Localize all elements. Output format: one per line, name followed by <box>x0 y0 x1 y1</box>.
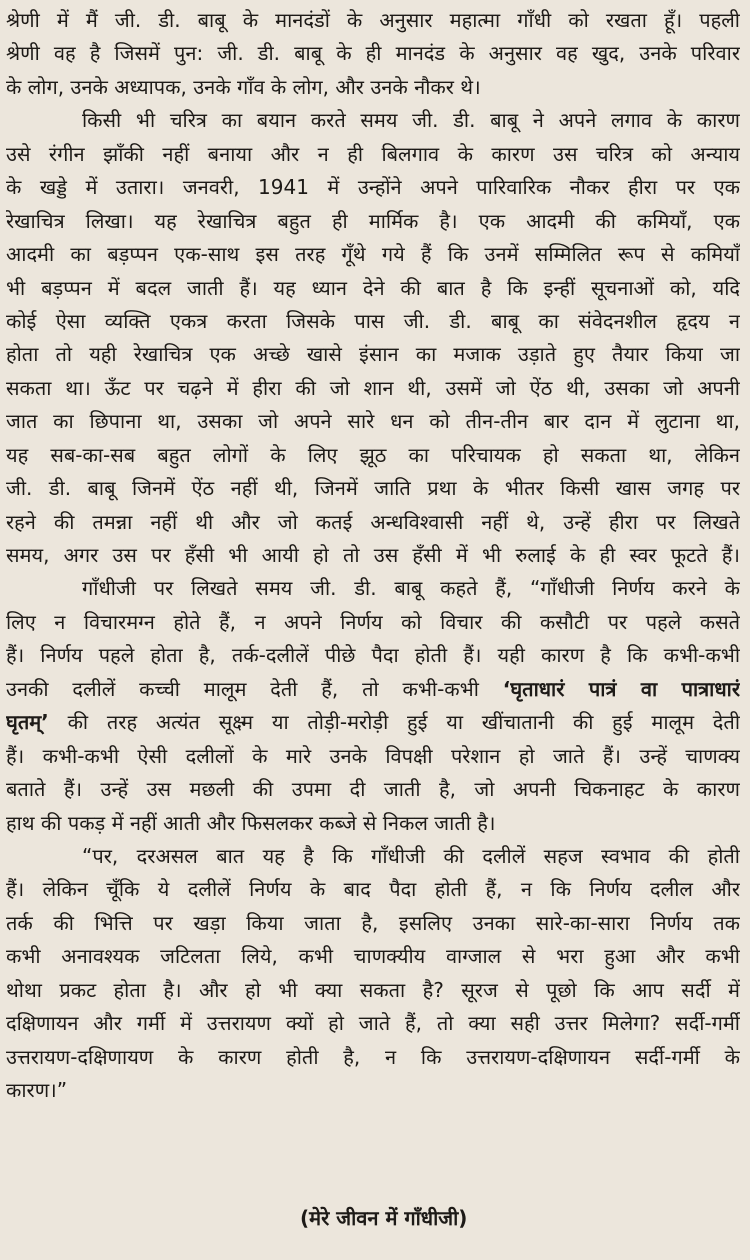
text-line: के लोग, उनके अध्यापक, उनके गाँव के लोग, और उनके नौकर थे। <box>6 74 481 99</box>
body-text <box>6 4 740 1107</box>
text-fragment: उनकी दलीलें कच्ची मालूम देती हैं, तो कभी-कभी <box>6 676 479 701</box>
text-line: थोथा प्रकट होता है। और हो भी क्या सकता है? सूरज से पूछो कि आप सर्दी में <box>6 977 740 1002</box>
source-citation: (मेरे जीवन में गाँधीजी) <box>300 1206 468 1230</box>
text-line: आदमी का बड़प्पन एक-साथ इस तरह गूँथे गये हैं कि उनमें सम्मिलित रूप से कमियाँ <box>6 242 740 267</box>
text-line-with-quote <box>6 706 740 739</box>
text-line: समय, अगर उस पर हँसी भी आयी हो तो उस हँसी में भी रुलाई के ही स्वर फूटते हैं। <box>6 543 740 567</box>
paragraph-start-line: “पर, दरअसल बात यह है कि गाँधीजी की दलीलें सहज स्वभाव की होती <box>82 843 740 868</box>
text-line: हैं। कभी-कभी ऐसी दलीलों के मारे उनके विपक्षी परेशान हो जाते हैं। उन्हें चाणक्य <box>6 743 740 768</box>
text-line: रहने की तमन्ना नहीं थी और जो कतई अन्धविश्वासी नहीं थे, उन्हें हीरा पर लिखते <box>6 509 740 534</box>
text-line: सकता था। ऊँट पर चढ़ने में हीरा की जो शान थी, उसमें जो ऐंठ थी, उसका जो अपनी <box>6 375 740 400</box>
text-line: तर्क की भित्ति पर खड़ा किया जाता है, इसलिए उनका सारे-का-सारा निर्णय तक <box>6 910 740 935</box>
text-fragment: की तरह अत्यंत सूक्ष्म या तोड़ी-मरोड़ी हुई या खींचातानी की हुई मालूम देती <box>67 710 740 735</box>
text-line: होता तो यही रेखाचित्र एक अच्छे खासे इंसान का मजाक उड़ाते हुए तैयार किया जा <box>6 342 740 367</box>
text-line: उत्तरायण-दक्षिणायण के कारण होती है, न कि उत्तरायण-दक्षिणायन सर्दी-गर्मी के <box>6 1044 740 1069</box>
text-line-with-quote <box>6 673 740 706</box>
text-line: कारण।” <box>6 1078 68 1102</box>
text-line: उसे रंगीन झाँकी नहीं बनाया और न ही बिलगाव के कारण उस चरित्र को अन्याय <box>6 141 740 166</box>
text-line: हैं। लेकिन चूँकि ये दलीलें निर्णय के बाद पैदा होती हैं, न कि निर्णय दलील और <box>6 877 740 902</box>
text-line: बताते हैं। उन्हें उस मछली की उपमा दी जाती है, जो अपनी चिकनाहट के कारण <box>6 777 740 802</box>
text-line: श्रेणी वह है जिसमें पुन: जी. डी. बाबू के ही मानदंड के अनुसार वह खुद, उनके परिवार <box>6 41 740 66</box>
text-line: रेखाचित्र लिखा। यह रेखाचित्र बहुत ही मार्मिक है। एक आदमी की कमियाँ, एक <box>6 208 740 233</box>
sanskrit-quote-end: घृतम्’ <box>6 710 49 735</box>
text-line: कभी अनावश्यक जटिलता लिये, कभी चाणक्यीय वाग्जाल से भरा हुआ और कभी <box>6 944 740 969</box>
text-line: जात का छिपाना था, उसका जो अपने सारे धन को तीन-तीन बार दान में लुटाना था, <box>6 409 740 434</box>
text-line: लिए न विचारमग्न होते हैं, न अपने निर्णय को विचार की कसौटी पर पहले कसते <box>6 609 740 634</box>
text-line: भी बड़प्पन में बदल जाती हैं। यह ध्यान देने की बात है कि इन्हीं सूचनाओं को, यदि <box>6 275 740 300</box>
paragraph-start-line: गाँधीजी पर लिखते समय जी. डी. बाबू कहते हैं, “गाँधीजी निर्णय करने के <box>82 576 740 601</box>
text-line: हैं। निर्णय पहले होता है, तर्क-दलीलें पीछे पैदा होती हैं। यही कारण है कि कभी-कभी <box>6 643 740 668</box>
sanskrit-quote: ‘घृताधारं पात्रं वा पात्राधारं <box>502 676 740 701</box>
text-line: हाथ की पकड़ में नहीं आती और फिसलकर कब्जे से निकल जाती है। <box>6 810 496 835</box>
text-line: श्रेणी में मैं जी. डी. बाबू के मानदंडों के अनुसार महात्मा गाँधी को रखता हूँ। पहली <box>6 8 740 32</box>
text-line: जी. डी. बाबू जिनमें ऐंठ नहीं थी, जिनमें जाति प्रथा के भीतर किसी खास जगह पर <box>6 476 740 501</box>
text-line: यह सब-का-सब बहुत लोगों के लिए झूठ का परिचायक हो सकता था, लेकिन <box>6 442 740 467</box>
paragraph-start-line: किसी भी चरित्र का बयान करते समय जी. डी. बाबू ने अपने लगाव के कारण <box>82 108 740 133</box>
text-line: के खड्डे में उतारा। जनवरी, 1941 में उन्होंने अपने पारिवारिक नौकर हीरा पर एक <box>6 175 740 200</box>
text-line: कोई ऐसा व्यक्ति एकत्र करता जिसके पास जी. डी. बाबू का संवेदनशील हृदय न <box>6 308 740 333</box>
text-line: दक्षिणायन और गर्मी में उत्तरायण क्यों हो जाते हैं, तो क्या सही उत्तर मिलेगा? सर्दी-गर्मी <box>6 1011 740 1036</box>
